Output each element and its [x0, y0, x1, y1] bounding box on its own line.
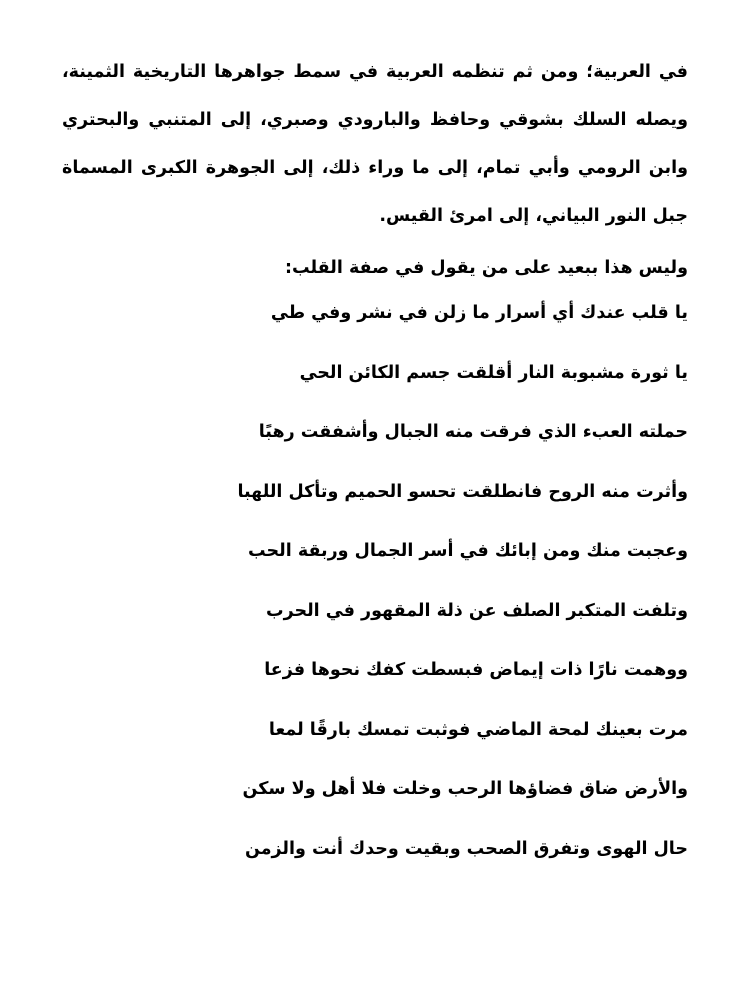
intro-paragraph: في العربية؛ ومن ثم تنظمه العربية في سمط جواهرها التاريخية الثمينة، ويصله السلك بشوقي وحافظ والبارودي وصبري، إلى المتنبي والبحتري وابن الرومي وأبي تمام، إلى ما وراء ذلك، إلى الجوهرة الكبرى المسماة جبل النور البياني، إلى امرئ القيس. — [62, 62, 688, 226]
poem-line: وأثرت منه الروح فانطلقت تحسو الحميم وتأكل اللهبا — [237, 481, 688, 502]
poem-line: يا قلب عندك أي أسرار ما زلن في نشر وفي طي — [270, 303, 688, 323]
poem-lead-line: وليس هذا ببعيد على من يقول في صفة القلب: — [285, 258, 688, 278]
poem-line: ووهمت نارًا ذات إيماض فبسطت كفك نحوها فزعا — [264, 660, 688, 680]
poem-line: وتلفت المتكبر الصلف عن ذلة المقهور في الحرب — [266, 600, 688, 621]
poem-line: والأرض ضاق فضاؤها الرحب وخلت فلا أهل ولا سكن — [242, 779, 688, 799]
document-page — [62, 48, 688, 879]
poem-line: مرت بعينك لمحة الماضي فوثبت تمسك بارقًا لمعا — [268, 719, 688, 740]
poem-line: يا ثورة مشبوبة النار أقلقت جسم الكائن الحي — [299, 362, 688, 383]
poem-line: وعجبت منك ومن إبائك في أسر الجمال وربقة الحب — [248, 541, 688, 561]
poem-line: حملته العبء الذي فرقت منه الجبال وأشفقت رهبًا — [258, 422, 688, 442]
poem-line: حال الهوى وتفرق الصحب وبقيت وحدك أنت والزمن — [244, 838, 688, 859]
poem-verses — [62, 284, 688, 879]
